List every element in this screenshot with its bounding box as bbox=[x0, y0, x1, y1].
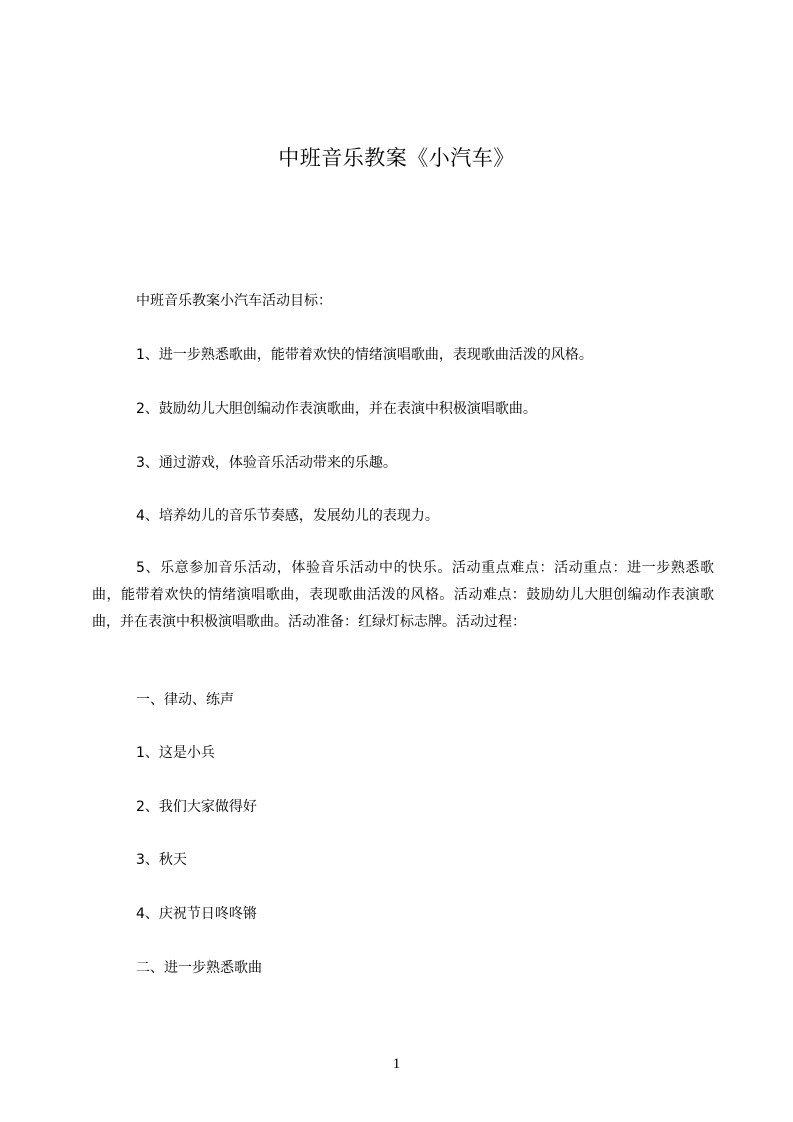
document-title: 中班音乐教案《小汽车》 bbox=[278, 146, 515, 170]
paragraph-objective-3: 3、通过游戏，体验音乐活动带来的乐趣。 bbox=[136, 455, 397, 471]
paragraph-objective-2: 2、鼓励幼儿大胆创编动作表演歌曲，并在表演中积极演唱歌曲。 bbox=[136, 401, 537, 417]
list-item-song-2: 2、我们大家做得好 bbox=[136, 799, 257, 815]
list-item-song-3: 3、秋天 bbox=[136, 852, 187, 868]
page-number: 1 bbox=[392, 1056, 401, 1072]
paragraph-objectives-heading: 中班音乐教案小汽车活动目标： bbox=[136, 293, 332, 309]
section-heading-rhythm: 一、律动、练声 bbox=[136, 692, 234, 708]
section-heading-familiarize: 二、进一步熟悉歌曲 bbox=[136, 960, 262, 976]
list-item-song-1: 1、这是小兵 bbox=[136, 745, 215, 761]
paragraph-objective-1: 1、进一步熟悉歌曲，能带着欢快的情绪演唱歌曲，表现歌曲活泼的风格。 bbox=[136, 347, 593, 363]
paragraph-objective-5: 5、乐意参加音乐活动，体验音乐活动中的快乐。活动重点难点：活动重点：进一步熟悉歌曲，能带着欢快的情绪演唱歌曲，表现歌曲活泼的风格。活动难点：鼓励幼儿大胆创编动作表演歌曲，并在表演中积极演唱歌曲。活动准备：红绿灯标志牌。活动过程： bbox=[92, 560, 714, 630]
list-item-song-4: 4、庆祝节日咚咚锵 bbox=[136, 906, 257, 922]
paragraph-objective-4: 4、培养幼儿的音乐节奏感，发展幼儿的表现力。 bbox=[136, 508, 439, 524]
